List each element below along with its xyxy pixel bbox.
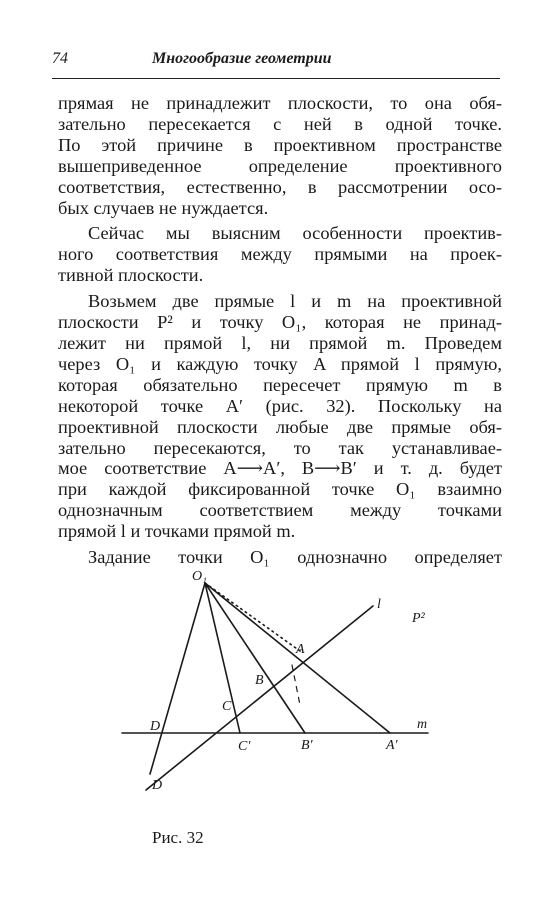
label-B: B — [255, 673, 264, 688]
text-line: соответствия, естественно, в рассмотрении осо- — [58, 176, 502, 197]
text-line: прямой l и точками прямой m. — [58, 521, 296, 542]
ray-O1-A — [205, 583, 390, 733]
page-number: 74 — [52, 50, 68, 67]
text-line: которая обязательно пересечет прямую m в — [58, 374, 502, 395]
text-line: Задание точки O₁ однозначно определяет — [88, 547, 502, 568]
label-P2: P² — [412, 611, 425, 626]
text-line: Сейчас мы выясним особенности проектив- — [88, 223, 502, 244]
running-title: Многообразие геометрии — [152, 50, 332, 67]
line-l — [146, 606, 373, 790]
ray-O1-D — [150, 583, 205, 774]
label-l: l — [377, 597, 381, 612]
text-line: По этой причине в проективном пространстве — [58, 134, 502, 155]
text-line: бых случаев не нуждается. — [58, 197, 269, 218]
label-D-upper: D — [150, 719, 161, 734]
ray-O1-B — [205, 583, 305, 733]
text-line: тивной плоскости. — [58, 265, 204, 286]
text-line: Возьмем две прямые l и m на проективной — [88, 291, 502, 312]
label-C-prime: C′ — [238, 739, 251, 754]
label-D-lower: D — [152, 778, 163, 793]
label-O1: O₁ — [192, 569, 207, 584]
text-line: некоторой точке A′ (рис. 32). Поскольку на — [58, 395, 502, 416]
text-line: вышеприведенное определение проективного — [58, 155, 502, 176]
label-m: m — [417, 717, 428, 732]
text-line: при каждой фиксированной точке O₁ взаимно — [58, 479, 502, 500]
text-line: однозначным соответствием между точками — [58, 500, 502, 521]
text-line: через O₁ и каждую точку A прямой l прямую, — [58, 353, 502, 374]
label-B-prime: B′ — [301, 738, 313, 753]
text-line: мое соответствие A⟶A′, B⟶B′ и т. д. будет — [58, 458, 502, 479]
text-line: проективной плоскости любые две прямые обя- — [58, 416, 502, 437]
text-line: прямая не принадлежит плоскости, то она обя- — [58, 93, 502, 113]
text-line: ного соответствия между прямыми на проек- — [58, 244, 502, 265]
text-line: плоскости P² и точку O₁, которая не принад- — [58, 312, 502, 333]
text-line: лежит ни прямой l, ни прямой m. Проведем — [58, 332, 502, 353]
figure-caption: Рис. 32 — [152, 828, 204, 847]
text-line: зательно пересекаются, то так устанавливае- — [58, 437, 502, 458]
label-A-prime: A′ — [386, 738, 398, 753]
label-A: A — [296, 642, 305, 657]
label-C: C — [222, 699, 232, 714]
text-line: зательно пересекается с ней в одной точке. — [58, 113, 502, 134]
